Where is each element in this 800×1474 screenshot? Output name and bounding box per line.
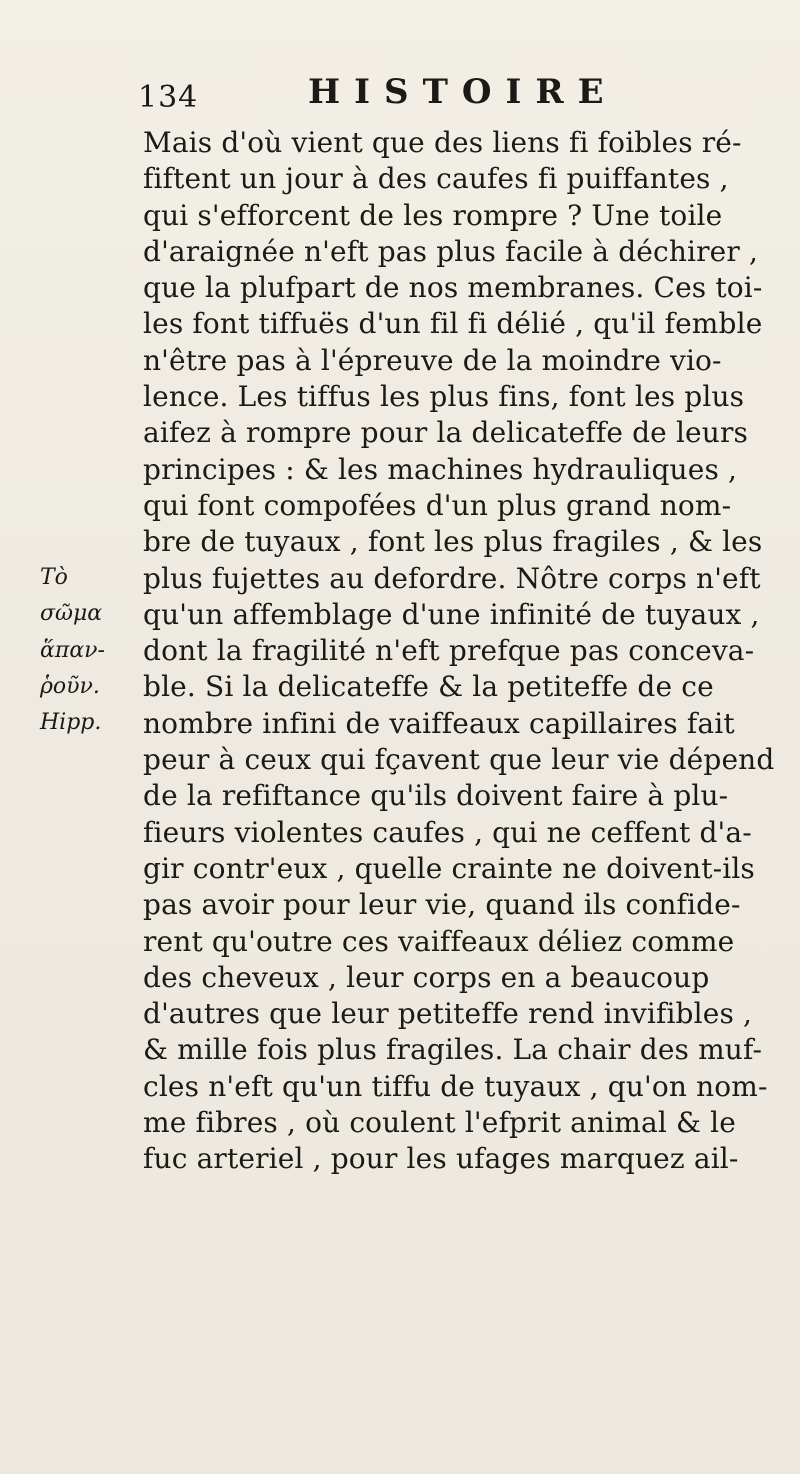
text-line: n'être pas à l'épreuve de la moindre vio- bbox=[143, 343, 722, 377]
running-head bbox=[138, 72, 758, 122]
text-line: cles n'eft qu'un tiffu de tuyaux , qu'on nom- bbox=[143, 1069, 768, 1103]
text-line: dont la fragilité n'eft prefque pas conceva- bbox=[143, 634, 755, 668]
text-line: de la refiftance qu'ils doivent faire à plu- bbox=[143, 779, 729, 813]
text-line: lence. Les tiffus les plus fins, font les plus bbox=[143, 380, 745, 414]
margin-note-line: σῶμα bbox=[40, 601, 103, 627]
text-line: rent qu'outre ces vaiffeaux déliez comme bbox=[143, 924, 735, 958]
margin-note-line: Τὸ bbox=[40, 565, 68, 590]
text-line: des cheveux , leur corps en a beaucoup bbox=[143, 960, 710, 994]
text-line: qu'un affemblage d'une infinité de tuyaux , bbox=[143, 597, 760, 631]
text-line: qui s'efforcent de les rompre ? Une toile bbox=[143, 198, 723, 232]
text-line: peur à ceux qui fçavent que leur vie dépend bbox=[143, 743, 775, 777]
text-line: me fibres , où coulent l'efprit animal & le bbox=[143, 1106, 736, 1140]
body-text bbox=[143, 125, 783, 1178]
text-line: bre de tuyaux , font les plus fragiles , & les bbox=[143, 525, 763, 559]
text-line: ble. Si la delicateffe & la petiteffe de ce bbox=[143, 670, 714, 704]
text-line: fiftent un jour à des caufes fi puiffantes , bbox=[143, 162, 729, 196]
text-line: plus fujettes au defordre. Nôtre corps n'eft bbox=[143, 561, 761, 595]
text-line: que la plufpart de nos membranes. Ces toi- bbox=[143, 271, 763, 305]
text-line: nombre infini de vaiffeaux capillaires fait bbox=[143, 706, 735, 740]
text-line: principes : & les machines hydrauliques , bbox=[143, 452, 738, 486]
text-line: aifez à rompre pour la delicateffe de leurs bbox=[143, 416, 749, 450]
text-line: d'araignée n'eft pas plus facile à déchirer , bbox=[143, 234, 758, 268]
page-number: 134 bbox=[138, 80, 199, 115]
text-line: pas avoir pour leur vie, quand ils confide- bbox=[143, 888, 741, 922]
text-line: & mille fois plus fragiles. La chair des muf- bbox=[143, 1033, 763, 1067]
text-line: d'autres que leur petiteffe rend invifibles , bbox=[143, 997, 753, 1031]
margin-note-greek-citation bbox=[40, 560, 130, 741]
text-line: fieurs violentes caufes , qui ne ceffent d'a- bbox=[143, 815, 752, 849]
text-line: fuc arteriel , pour les ufages marquez ail- bbox=[143, 1142, 739, 1176]
page-title: HISTOIRE bbox=[308, 72, 618, 112]
margin-note-line: ἅπαν- bbox=[40, 637, 105, 663]
margin-note-line: Hipp. bbox=[40, 710, 102, 736]
margin-note-line: ῥοῦν. bbox=[40, 673, 100, 699]
text-line: Mais d'où vient que des liens fi foibles ré- bbox=[143, 126, 742, 159]
text-line: les font tiffuës d'un fil fi délié , qu'il femble bbox=[143, 307, 763, 341]
text-line: gir contr'eux , quelle crainte ne doivent-ils bbox=[143, 851, 755, 885]
text-line: qui font compofées d'un plus grand nom- bbox=[143, 488, 732, 522]
